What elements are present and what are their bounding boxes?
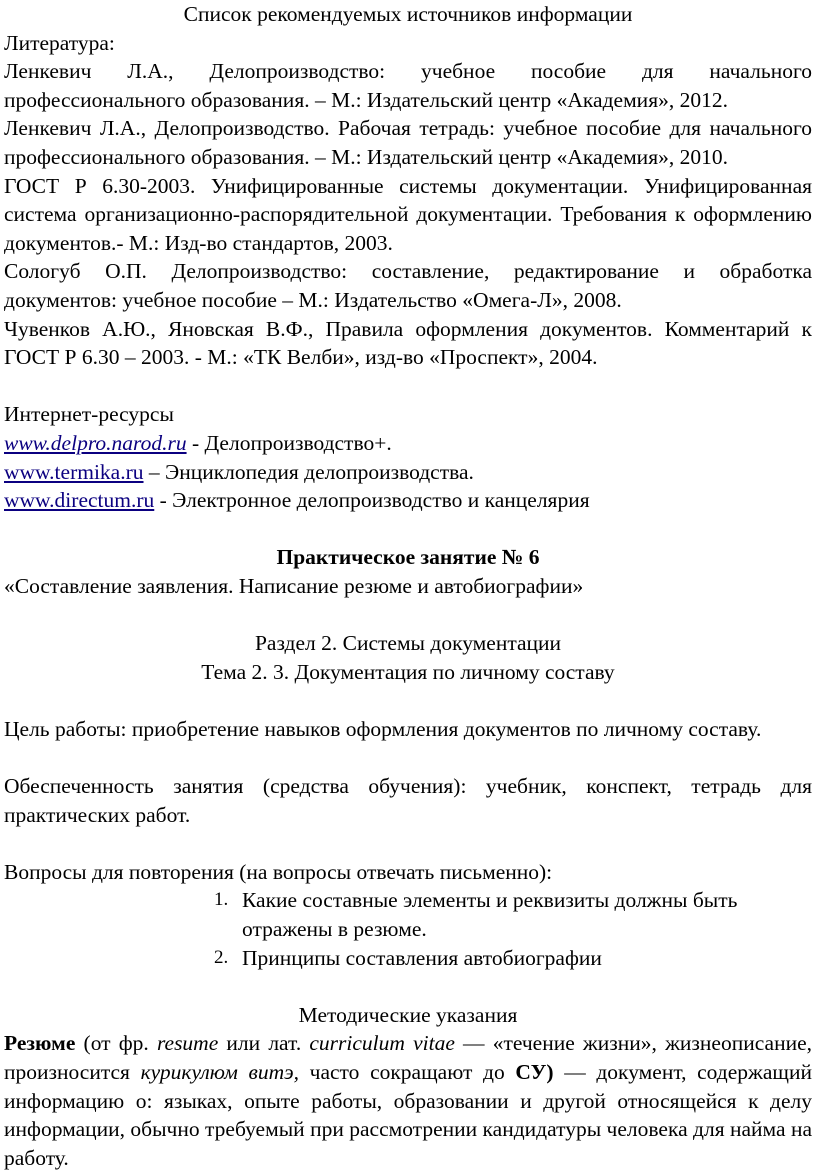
questions-list	[4, 886, 812, 972]
text-fragment: — документ, содержащий информацию о: языках, опыте работы, образовании и другой относящейся к делу информации, обычно требуемый при рассмотрении кандидатуры человека для найма на работу.	[4, 1059, 812, 1170]
internet-link-row	[4, 458, 812, 487]
literature-item: Ленкевич Л.А., Делопроизводство. Рабочая тетрадь: учебное пособие для начального профессионального образования. – М.: Издательский центр «Академия», 2010.	[4, 116, 812, 169]
question-item	[4, 886, 812, 943]
question-item	[4, 944, 812, 973]
section-title: Раздел 2. Системы документации	[254, 631, 562, 656]
spacer	[4, 600, 812, 629]
spacer	[4, 686, 812, 715]
spacer	[4, 515, 812, 544]
literature-heading: Литература:	[4, 30, 115, 55]
page-title: Список рекомендуемых источников информации	[183, 2, 633, 26]
term-pronunciation: курикулюм витэ,	[140, 1059, 299, 1084]
question-text: Какие составные элементы и реквизиты должны быть отражены в резюме.	[242, 888, 738, 941]
link-termika-desc: – Энциклопедия делопроизводства.	[143, 459, 474, 484]
guidelines-heading: Методические указания	[298, 1002, 518, 1027]
question-text: Принципы составления автобиографии	[242, 945, 602, 970]
question-number: 2.	[214, 946, 229, 968]
link-termika[interactable]: www.termika.ru	[4, 459, 144, 484]
text-fragment: (от фр.	[75, 1031, 157, 1056]
spacer	[4, 829, 812, 858]
link-directum-desc: - Электронное делопроизводство и канцелярия	[154, 488, 590, 513]
spacer	[4, 743, 812, 772]
goal-text: Цель работы: приобретение навыков оформления документов по личному составу.	[4, 716, 762, 741]
lesson-title: Практическое занятие № 6	[276, 545, 540, 570]
term-resume: Резюме	[4, 1031, 76, 1056]
link-delpro-desc: - Делопроизводство+.	[186, 430, 392, 455]
link-delpro[interactable]: www.delpro.narod.ru	[4, 430, 187, 455]
guidelines-paragraph	[4, 1029, 812, 1172]
term-resume-fr: resume	[156, 1031, 219, 1056]
lesson-subtitle: «Составление заявления. Написание резюме и автобиографии»	[4, 573, 584, 598]
text-fragment: часто сокращают до	[299, 1059, 516, 1084]
internet-heading: Интернет-ресурсы	[4, 402, 174, 427]
internet-link-row	[4, 429, 812, 458]
literature-item: Ленкевич Л.А., Делопроизводство: учебное пособие для начального профессионального образования. – М.: Издательский центр «Академия», 2012.	[4, 59, 812, 112]
link-directum[interactable]: www.directum.ru	[4, 488, 155, 513]
text-fragment: — «течение жизни», жизнеописание, произносится	[4, 1031, 813, 1084]
literature-item: ГОСТ Р 6.30-2003. Унифицированные системы документации. Унифицированная система организационно-распорядительной документации. Требования к оформлению документов.- М.: Изд-во стандартов, 2003.	[4, 173, 812, 255]
term-abbreviation: СУ)	[515, 1059, 554, 1084]
literature-item: Сологуб О.П. Делопроизводство: составление, редактирование и обработка документов: учебное пособие – М.: Издательство «Омега-Л», 2008.	[4, 259, 812, 312]
literature-item: Чувенков А.Ю., Яновская В.Ф., Правила оформления документов. Комментарий к ГОСТ Р 6.30 – 2003. - М.: «ТК Велби», изд-во «Проспект», 2004.	[4, 316, 812, 370]
term-cv: curriculum vitae	[309, 1031, 455, 1056]
spacer	[4, 972, 812, 1001]
question-number: 1.	[214, 889, 229, 911]
provision-text: Обеспеченность занятия (средства обучения): учебник, конспект, тетрадь для практических работ.	[4, 774, 812, 827]
text-fragment: или лат.	[218, 1031, 310, 1056]
spacer	[4, 372, 812, 401]
internet-link-row	[4, 486, 812, 515]
questions-heading: Вопросы для повторения (на вопросы отвечать письменно):	[4, 859, 553, 884]
topic-title: Тема 2. 3. Документация по личному составу	[201, 659, 615, 684]
